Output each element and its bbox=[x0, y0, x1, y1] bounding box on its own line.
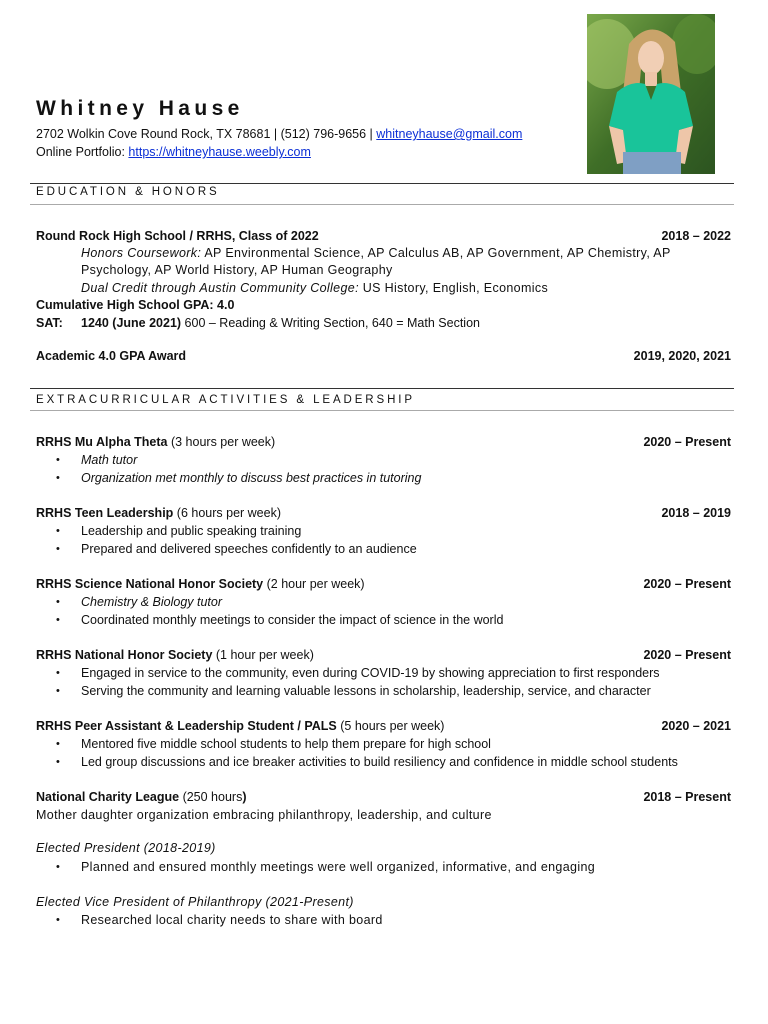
activity-hours: (3 hours per week) bbox=[167, 435, 276, 449]
activity-row bbox=[36, 575, 731, 593]
activity-row bbox=[36, 433, 731, 451]
activity-hours: (250 hours bbox=[179, 790, 243, 804]
activity-org: RRHS Peer Assistant & Leadership Student / PALS bbox=[36, 719, 337, 733]
email-link[interactable]: whitneyhause@gmail.com bbox=[376, 127, 523, 141]
bullet-icon: • bbox=[56, 525, 60, 537]
honors-coursework-line-2: Psychology, AP World History, AP Human Geography bbox=[81, 263, 393, 277]
activity-title bbox=[36, 433, 275, 451]
activities-section-title: EXTRACURRICULAR ACTIVITIES & LEADERSHIP bbox=[36, 394, 415, 406]
school-dates: 2018 – 2022 bbox=[661, 229, 731, 243]
honors-text-1: AP Environmental Science, AP Calculus AB, AP Government, AP Chemistry, AP bbox=[201, 246, 671, 260]
gpa-line: Cumulative High School GPA: 4.0 bbox=[36, 298, 235, 312]
bullet-icon: • bbox=[56, 543, 60, 555]
activity-bullet: Organization met monthly to discuss best practices in tutoring bbox=[81, 471, 422, 485]
activity-bullet: Math tutor bbox=[81, 453, 138, 467]
education-section-title: EDUCATION & HONORS bbox=[36, 186, 220, 198]
honors-coursework-line bbox=[81, 244, 671, 262]
activity-row bbox=[36, 717, 731, 735]
dual-credit-text: US History, English, Economics bbox=[358, 281, 549, 295]
candidate-name: Whitney Hause bbox=[36, 97, 244, 120]
sat-scores bbox=[81, 314, 480, 332]
bullet-icon: • bbox=[56, 596, 60, 608]
activity-bullet: Engaged in service to the community, even during COVID-19 by showing appreciation to first responders bbox=[81, 666, 660, 680]
activity-row bbox=[36, 788, 731, 806]
activity-title bbox=[36, 575, 365, 593]
activity-row bbox=[36, 646, 731, 664]
activity-bullet: Coordinated monthly meetings to consider the impact of science in the world bbox=[81, 613, 504, 627]
bullet-icon: • bbox=[56, 614, 60, 626]
bullet-icon: • bbox=[56, 861, 60, 873]
school-name: Round Rock High School / RRHS, Class of 2022 bbox=[36, 229, 319, 243]
activity-bullet: Serving the community and learning valuable lessons in scholarship, leadership, service, and character bbox=[81, 684, 651, 698]
portfolio-line bbox=[36, 143, 522, 161]
activity-dates: 2020 – 2021 bbox=[661, 719, 731, 733]
activity-hours: (2 hour per week) bbox=[263, 577, 365, 591]
award-row bbox=[36, 347, 731, 365]
activity-title bbox=[36, 504, 281, 522]
section-divider-top bbox=[30, 388, 734, 389]
sat-label: SAT: bbox=[36, 316, 63, 330]
activity-bullet: Planned and ensured monthly meetings were well organized, informative, and engaging bbox=[81, 860, 596, 874]
activity-org: RRHS Science National Honor Society bbox=[36, 577, 264, 591]
bullet-icon: • bbox=[56, 738, 60, 750]
bullet-icon: • bbox=[56, 472, 60, 484]
activity-hours: (6 hours per week) bbox=[173, 506, 281, 520]
contact-info bbox=[36, 125, 522, 161]
dual-credit-label: Dual Credit through Austin Community College: bbox=[81, 281, 359, 295]
activity-hours-close: ) bbox=[242, 790, 247, 804]
profile-photo bbox=[587, 14, 715, 174]
ncl-description: Mother daughter organization embracing philanthropy, leadership, and culture bbox=[36, 808, 492, 822]
activity-dates: 2020 – Present bbox=[643, 577, 731, 591]
activity-bullet: Chemistry & Biology tutor bbox=[81, 595, 223, 609]
activity-bullet: Prepared and delivered speeches confidently to an audience bbox=[81, 542, 417, 556]
school-row bbox=[36, 227, 731, 245]
section-divider-bottom bbox=[30, 204, 734, 205]
activity-hours: (1 hour per week) bbox=[212, 648, 314, 662]
activity-org: RRHS Teen Leadership bbox=[36, 506, 174, 520]
dual-credit-line bbox=[81, 279, 548, 297]
bullet-icon: • bbox=[56, 454, 60, 466]
activity-row bbox=[36, 504, 731, 522]
bullet-icon: • bbox=[56, 685, 60, 697]
activity-dates: 2020 – Present bbox=[643, 648, 731, 662]
award-dates: 2019, 2020, 2021 bbox=[633, 349, 731, 363]
sat-score: 1240 (June 2021) bbox=[81, 316, 182, 330]
activity-title bbox=[36, 717, 444, 735]
award-name: Academic 4.0 GPA Award bbox=[36, 349, 187, 363]
activity-bullet: Mentored five middle school students to help them prepare for high school bbox=[81, 737, 491, 751]
activity-title bbox=[36, 788, 247, 806]
activity-org: RRHS National Honor Society bbox=[36, 648, 213, 662]
activity-title bbox=[36, 646, 314, 664]
activity-bullet: Leadership and public speaking training bbox=[81, 524, 302, 538]
section-divider-bottom bbox=[30, 410, 734, 411]
address-line bbox=[36, 125, 522, 143]
sat-line bbox=[36, 314, 63, 332]
activity-dates: 2018 – 2019 bbox=[661, 506, 731, 520]
bullet-icon: • bbox=[56, 756, 60, 768]
ncl-role-vp: Elected Vice President of Philanthropy (2021-Present) bbox=[36, 895, 354, 909]
portfolio-link[interactable]: https://whitneyhause.weebly.com bbox=[128, 145, 311, 159]
activity-org: RRHS Mu Alpha Theta bbox=[36, 435, 168, 449]
activity-dates: 2018 – Present bbox=[643, 790, 731, 804]
activity-bullet: Led group discussions and ice breaker activities to build resiliency and confidence in middle school students bbox=[81, 755, 678, 769]
section-divider-top bbox=[30, 183, 734, 184]
bullet-icon: • bbox=[56, 667, 60, 679]
activity-dates: 2020 – Present bbox=[643, 435, 731, 449]
ncl-role-president: Elected President (2018-2019) bbox=[36, 841, 216, 855]
address-phone-text: 2702 Wolkin Cove Round Rock, TX 78681 | (512) 796-9656 | bbox=[36, 127, 377, 141]
portfolio-label: Online Portfolio: bbox=[36, 145, 129, 159]
activity-org: National Charity League bbox=[36, 790, 180, 804]
activity-bullet: Researched local charity needs to share with board bbox=[81, 913, 383, 927]
sat-detail: 600 – Reading & Writing Section, 640 = Math Section bbox=[181, 316, 480, 330]
bullet-icon: • bbox=[56, 914, 60, 926]
activity-hours: (5 hours per week) bbox=[336, 719, 445, 733]
honors-label: Honors Coursework: bbox=[81, 246, 202, 260]
